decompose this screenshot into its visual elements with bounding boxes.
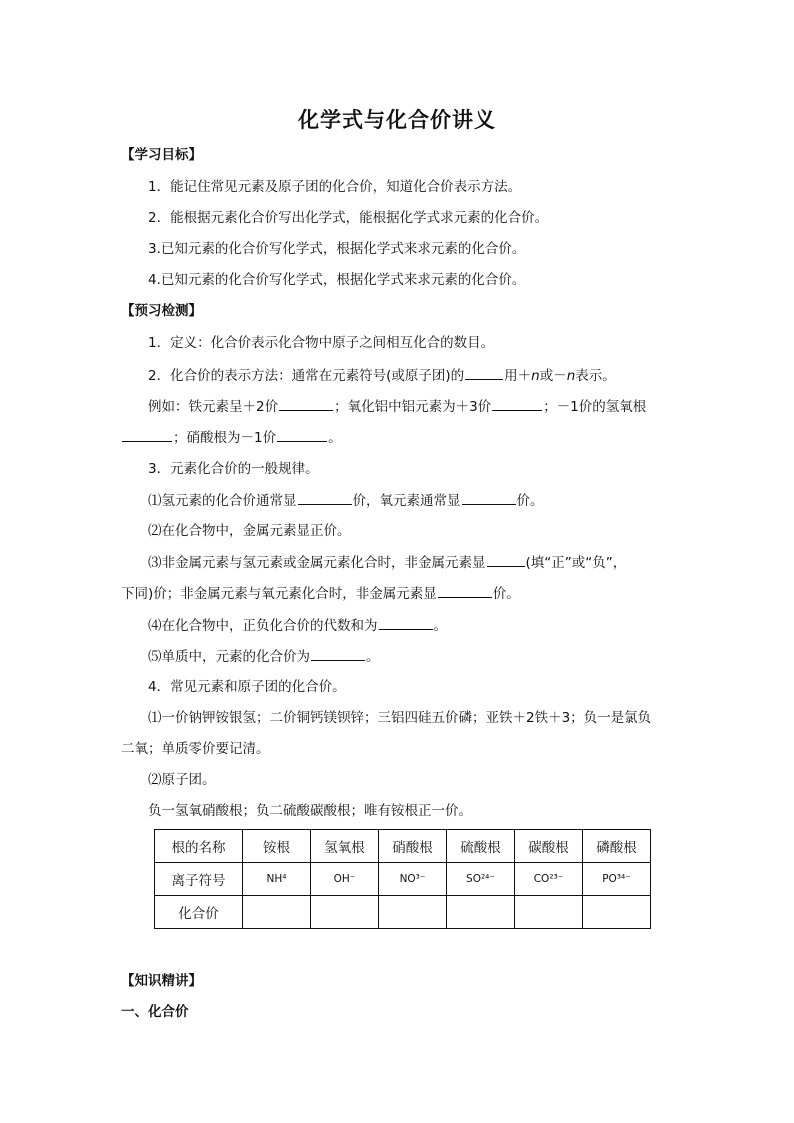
valence-input-cell[interactable] [311,896,379,929]
mnemonic-line-2: 二氧；单质零价要记清。 [121,741,270,757]
rule-3-text-c: 下同)价；非金属元素与氧元素化合时，非金属元素显 [121,586,437,602]
valence-input-cell[interactable] [379,896,447,929]
goal-item-1: 1．能记住常见元素及原子团的化合价，知道化合价表示方法。 [148,179,522,195]
valence-input-cell[interactable] [515,896,583,929]
notation-n2: n [566,368,576,384]
example-text-b: ；氧化铝中铝元素为＋3价 [334,399,492,415]
example-text-c: ；－1价的氢氧根 [543,399,647,415]
rules-heading: 3．元素化合价的一般规律。 [148,461,319,477]
table-cell: 硫酸根 [447,830,515,863]
answer-blank[interactable] [279,397,333,411]
answer-blank[interactable] [462,491,516,505]
rule-4-text-a: ⑷在化合物中，正负化合价的代数和为 [148,618,378,634]
common-valence-heading: 4．常见元素和原子团的化合价。 [148,679,346,695]
answer-blank[interactable] [379,616,433,630]
rule-4-text-b: 。 [433,618,447,634]
radical-mnemonic: 负一氢氧硝酸根；负二硫酸碳酸根；唯有铵根正一价。 [148,803,472,819]
table-cell: 碳酸根 [515,830,583,863]
goal-item-4: 4.已知元素的化合价写化学式，根据化学式来求元素的化合价。 [148,272,526,288]
answer-blank[interactable] [492,397,542,411]
mnemonic-line-1: ⑴一价钠钾铵银氢；二价铜钙镁钡锌；三铝四硅五价磷；亚铁＋2铁＋3；负一是氯负 [148,710,652,726]
answer-blank[interactable] [465,366,503,380]
answer-blank[interactable] [438,584,492,598]
table-cell: 根的名称 [155,830,243,863]
rule-1-text-c: 价。 [516,493,544,509]
knowledge-heading: 【知识精讲】 [121,973,202,989]
rule-1-text-a: ⑴氢元素的化合价通常显 [148,493,297,509]
valence-input-cell[interactable] [243,896,311,929]
preview-definition: 1．定义：化合价表示化合物中原子之间相互化合的数目。 [148,335,495,351]
answer-blank[interactable] [277,428,327,442]
table-cell: 化合价 [155,896,243,929]
table-row [155,830,651,863]
rule-1 [148,491,544,510]
notation-text-a: 2．化合价的表示方法：通常在元素符号(或原子团)的 [148,368,465,384]
table-cell: SO²⁴⁻ [447,863,515,896]
example-text-a: 例如：铁元素呈＋2价 [148,399,279,415]
valence-input-cell[interactable] [583,896,651,929]
answer-blank[interactable] [298,491,352,505]
rule-4 [148,616,447,635]
rule-3-text-b: (填“正”或“负”， [525,555,627,571]
rule-1-text-b: 价，氧元素通常显 [352,493,461,509]
preview-notation [148,366,616,385]
radical-table [154,829,651,929]
example-text-d: ；硝酸根为－1价 [173,430,277,446]
page-title: 化学式与化合价讲义 [298,108,496,132]
rule-3-line-2 [121,584,520,603]
example-line-2 [121,428,342,447]
table-cell: CO²³⁻ [515,863,583,896]
table-cell: NO³⁻ [379,863,447,896]
table-cell: 离子符号 [155,863,243,896]
table-row [155,863,651,896]
answer-blank[interactable] [487,553,525,567]
goal-item-3: 3.已知元素的化合价写化学式，根据化学式来求元素的化合价。 [148,241,526,257]
answer-blank[interactable] [122,428,172,442]
table-cell: PO³⁴⁻ [583,863,651,896]
table-cell: 铵根 [243,830,311,863]
rule-3-text-d: 价。 [492,586,520,602]
radical-heading: ⑵原子团。 [148,772,216,788]
table-cell: OH⁻ [311,863,379,896]
rule-2: ⑵在化合物中，金属元素显正价。 [148,523,351,539]
goal-item-2: 2．能根据元素化合价写出化学式，能根据化学式求元素的化合价。 [148,210,549,226]
notation-n1: n [531,368,540,384]
table-cell: 硝酸根 [379,830,447,863]
rule-3-text-a: ⑶非金属元素与氢元素或金属元素化合时，非金属元素显 [148,555,486,571]
table-cell: 磷酸根 [583,830,651,863]
table-cell: 氢氧根 [311,830,379,863]
section-valence-heading: 一、化合价 [121,1004,189,1020]
rule-3-line-1 [148,553,626,572]
notation-text-c: 或－ [539,368,567,384]
example-line-1 [148,397,646,416]
notation-text-d: 表示。 [575,368,616,384]
goals-heading: 【学习目标】 [121,147,202,163]
valence-input-cell[interactable] [447,896,515,929]
notation-text-b: 用＋ [504,368,532,384]
rule-5 [148,647,380,666]
table-cell: NH⁴ [243,863,311,896]
answer-blank[interactable] [311,647,365,661]
preview-heading: 【预习检测】 [121,303,202,319]
rule-5-text-b: 。 [366,649,380,665]
example-text-e: 。 [328,430,342,446]
rule-5-text-a: ⑸单质中，元素的化合价为 [148,649,310,665]
table-row [155,896,651,929]
